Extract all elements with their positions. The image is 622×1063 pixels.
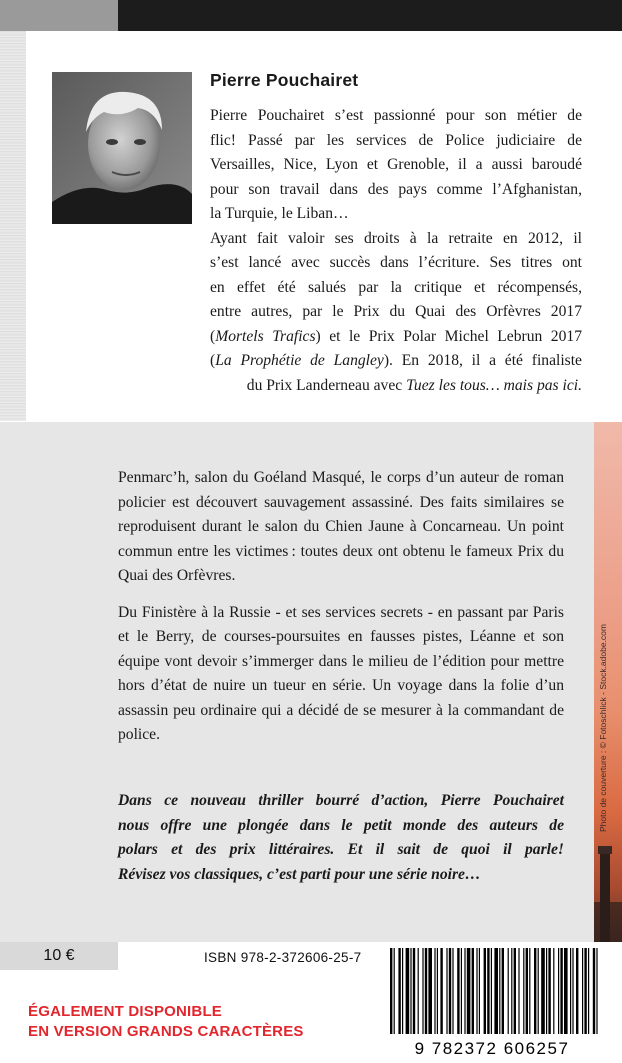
- bio-line: Pierre Pouchairet s’est passionné pour son métier de: [210, 107, 582, 124]
- book-title: La Prophétie de Langley: [215, 352, 384, 369]
- author-name: Pierre Pouchairet: [210, 70, 359, 90]
- barcode-bar: [464, 948, 465, 1034]
- barcode-bar: [398, 948, 400, 1034]
- book-tagline: [118, 789, 564, 887]
- ean-barcode: [372, 944, 612, 1059]
- book-title: Tuez les tous… mais pas ici.: [406, 376, 582, 394]
- barcode-bar: [425, 948, 427, 1034]
- barcode-bar: [553, 948, 554, 1034]
- barcode-bar: [548, 948, 550, 1034]
- barcode-bars: [390, 948, 598, 1034]
- barcode-bar: [446, 948, 447, 1034]
- barcode-number: 9 782372 606257: [414, 1039, 570, 1058]
- barcode-bar: [457, 948, 459, 1034]
- barcode-bar: [593, 948, 595, 1034]
- barcode-bar: [588, 948, 589, 1034]
- barcode-bar: [467, 948, 471, 1034]
- large-print-notice: [28, 1002, 304, 1042]
- notice-line: EN VERSION GRANDS CARACTÈRES: [28, 1023, 304, 1040]
- barcode-bar: [428, 948, 432, 1034]
- barcode-bar: [487, 948, 489, 1034]
- bio-line: (Mortels Trafics) et le Prix Polar Michel Lebrun 2017: [210, 327, 582, 345]
- barcode-bar: [570, 948, 571, 1034]
- barcode-bar: [410, 948, 411, 1034]
- barcode-bar: [529, 948, 530, 1034]
- barcode-bar: [514, 948, 516, 1034]
- bio-line: Ayant fait valoir ses droits à la retraite en 2012, il: [210, 229, 582, 247]
- barcode-bar: [502, 948, 504, 1034]
- isbn-label: ISBN 978-2-372606-25-7: [204, 950, 362, 965]
- barcode-bar: [564, 948, 568, 1034]
- tagline-line: nous offre une plongée dans le petit monde des auteurs de: [118, 816, 564, 834]
- barcode-bar: [472, 948, 474, 1034]
- price-label: 10 €: [0, 942, 118, 970]
- barcode-bar: [494, 948, 498, 1034]
- barcode-bar: [452, 948, 453, 1034]
- barcode-bar: [499, 948, 500, 1034]
- barcode-bar: [418, 948, 419, 1034]
- barcode-bar: [476, 948, 477, 1034]
- barcode-bar: [491, 948, 492, 1034]
- barcode-bar: [584, 948, 586, 1034]
- barcode-bar: [479, 948, 480, 1034]
- author-photo: [52, 72, 192, 224]
- barcode-bar: [541, 948, 545, 1034]
- tagline-line: polars et des prix littéraires. Et il sait de quoi il parle!: [118, 841, 564, 858]
- decorative-text-texture: [0, 31, 26, 421]
- photo-credit: Photo de couverture : © Fotoschlick - Stock.adobe.com: [598, 623, 608, 833]
- barcode-bar: [394, 948, 395, 1034]
- barcode-bar: [413, 948, 415, 1034]
- bio-line: (La Prophétie de Langley). En 2018, il a été finaliste: [210, 352, 582, 369]
- barcode-bar: [558, 948, 559, 1034]
- barcode-bar: [511, 948, 512, 1034]
- barcode-bar: [402, 948, 403, 1034]
- barcode-bar: [390, 948, 392, 1034]
- top-bar-left: [0, 0, 118, 31]
- bio-line: flic! Passé par les services de Police judiciaire de: [210, 131, 582, 149]
- barcode-bar: [449, 948, 451, 1034]
- bio-line: pour son travail dans des pays comme l’Afghanistan,: [210, 180, 582, 198]
- barcode-bar: [508, 948, 509, 1034]
- barcode-bar: [437, 948, 438, 1034]
- barcode-bar: [534, 948, 536, 1034]
- barcode-bar: [406, 948, 410, 1034]
- bio-line: du Prix Landerneau avec Tuez les tous… mais pas ici.: [246, 376, 582, 394]
- tagline-line: Révisez vos classiques, c’est parti pour une série noire…: [118, 865, 481, 883]
- barcode-bar: [526, 948, 528, 1034]
- barcode-bar: [582, 948, 583, 1034]
- author-bio: [210, 104, 582, 398]
- barcode-bar: [434, 948, 435, 1034]
- barcode-bar: [523, 948, 524, 1034]
- barcode-bar: [572, 948, 573, 1034]
- book-title: Mortels Trafics: [215, 327, 316, 345]
- bio-line: entre autres, par le Prix du Quai des Orfèvres 2017: [210, 303, 582, 320]
- tagline-line: Dans ce nouveau thriller bourré d’action, Pierre Pouchairet: [118, 792, 564, 809]
- barcode-bar: [538, 948, 539, 1034]
- barcode-bar: [422, 948, 423, 1034]
- barcode-bar: [461, 948, 462, 1034]
- notice-line: ÉGALEMENT DISPONIBLE: [28, 1003, 223, 1020]
- barcode-bar: [546, 948, 547, 1034]
- barcode-bar: [560, 948, 562, 1034]
- bio-line: la Turquie, le Liban…: [210, 205, 349, 222]
- bio-line: en effet été salués par la critique et récompensés,: [210, 278, 582, 296]
- barcode-bar: [576, 948, 578, 1034]
- bio-line: Versailles, Nice, Lyon et Grenoble, il a aussi baroudé: [210, 156, 582, 173]
- bio-line: s’est lancé avec succès dans l’écriture. Ses titres ont: [210, 254, 582, 271]
- book-summary: [118, 466, 564, 760]
- barcode-bar: [440, 948, 442, 1034]
- summary-paragraph: Penmarc’h, salon du Goéland Masqué, le corps d’un auteur de roman policier est découvert sauvagement assassiné. Des faits similaires se reproduisent durant le salon du Chien Jaune à Concarneau. Un point commun entre les victimes : toutes deux ont obtenu le fameux Prix du Quai des Orfèvres.: [118, 469, 564, 584]
- barcode-bar: [518, 948, 519, 1034]
- top-bar-right: [118, 0, 622, 31]
- barcode-bar: [484, 948, 486, 1034]
- summary-paragraph: Du Finistère à la Russie - et ses services secrets - en passant par Paris et le Berry, de courses-poursuites en fausses pistes, Léanne et son équipe vont devoir s’immerger dans le milieu de l’édition pour mettre hors d’état de nuire un tueur en série. Un voyage dans la folie d’un assassin peu ordinaire qui a décidé de se mesurer à la commandant de police.: [118, 603, 564, 743]
- barcode-bar: [596, 948, 597, 1034]
